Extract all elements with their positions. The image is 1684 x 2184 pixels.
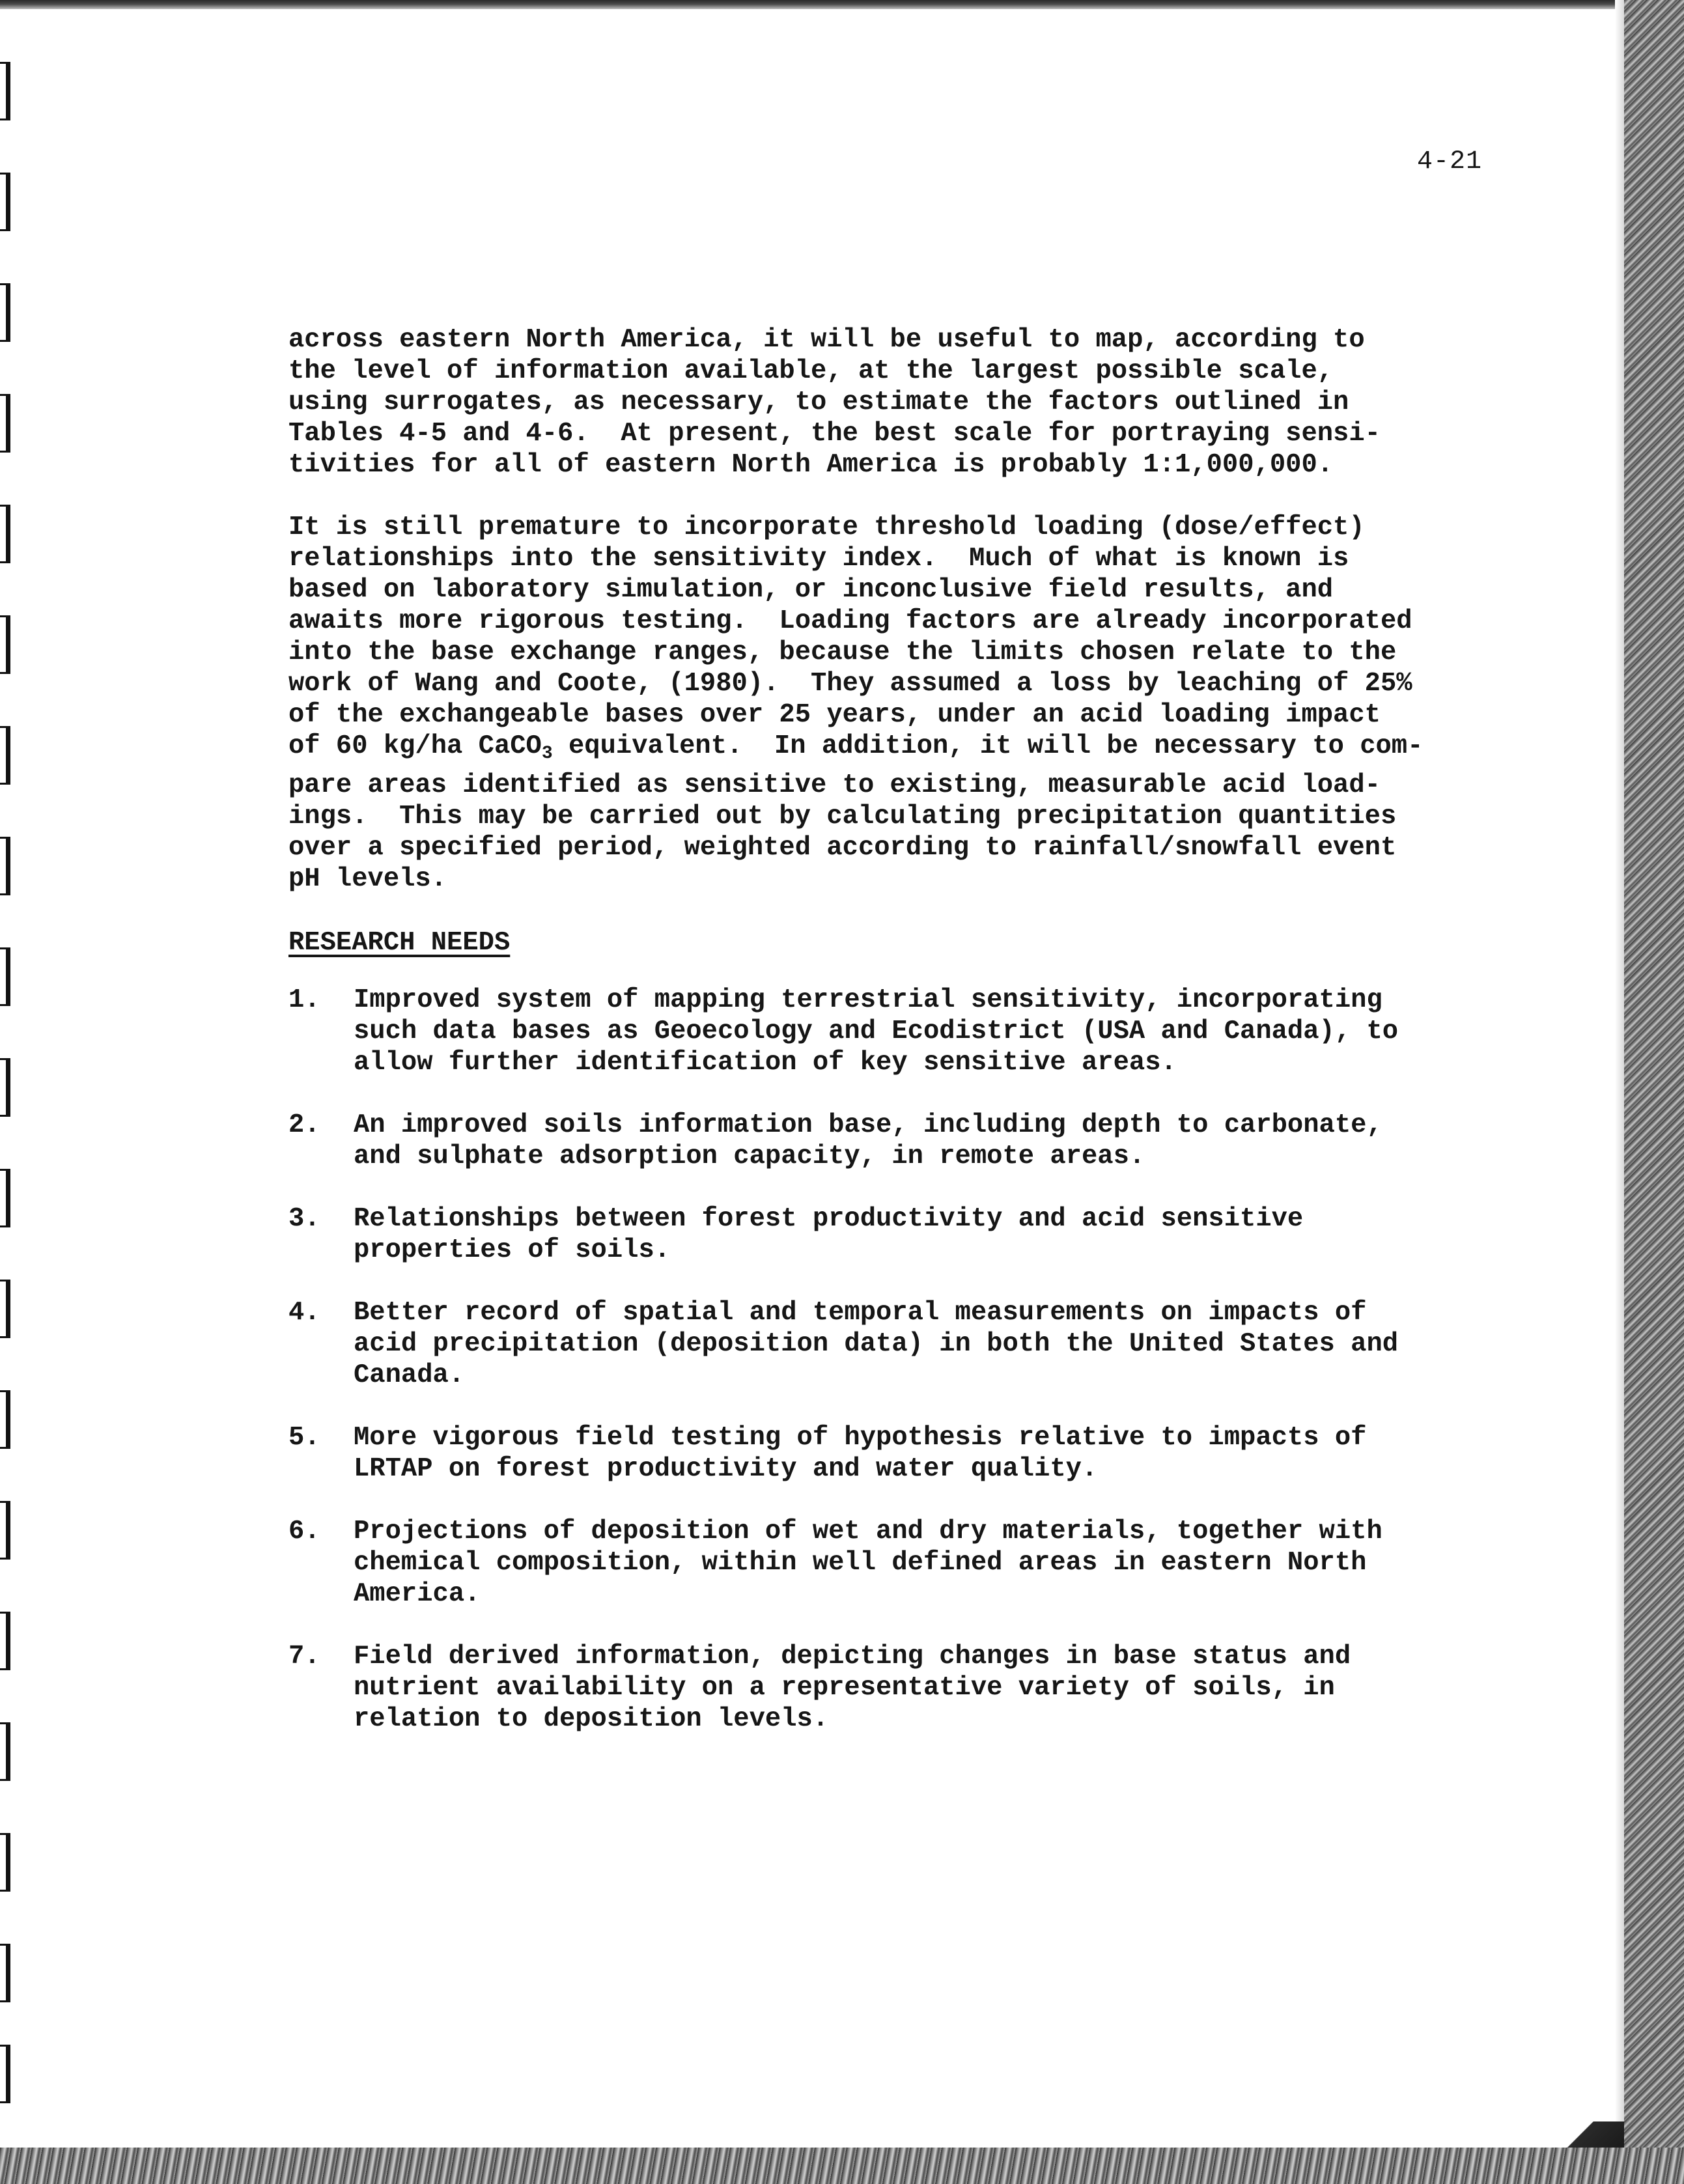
text-line: Projections of deposition of wet and dry materials, together with — [354, 1517, 1382, 1547]
item-text — [354, 1203, 1303, 1266]
item-text — [354, 1110, 1382, 1172]
binder-bracket — [0, 2045, 10, 2103]
item-number: 1. — [288, 985, 320, 1015]
scan-bottom-edge — [0, 2148, 1684, 2184]
item-number: 5. — [288, 1423, 320, 1453]
list-item — [288, 985, 1435, 1078]
subscript-3: 3 — [541, 744, 553, 764]
page-number: 4-21 — [1417, 147, 1483, 176]
item-number: 4. — [288, 1298, 320, 1328]
text-line: pare areas identified as sensitive to existing, measurable acid load- — [288, 770, 1381, 800]
text-line: across eastern North America, it will be useful to map, according to — [288, 325, 1365, 355]
binder-bracket — [0, 615, 10, 674]
binder-bracket — [0, 1722, 10, 1781]
item-number: 2. — [288, 1110, 320, 1140]
binder-bracket — [0, 1280, 10, 1338]
paragraph-mapping-scale — [288, 324, 1435, 481]
text-line: Improved system of mapping terrestrial sensitivity, incorporating — [354, 985, 1382, 1015]
text-line: nutrient availability on a representative variety of soils, in — [354, 1673, 1335, 1703]
text-line: It is still premature to incorporate threshold loading (dose/effect) — [288, 512, 1365, 542]
text-line: of the exchangeable bases over 25 years, under an acid loading impact — [288, 700, 1381, 730]
text-line: based on laboratory simulation, or inconclusive field results, and — [288, 575, 1334, 605]
binder-bracket — [0, 1833, 10, 1892]
text-line: of 60 kg/ha CaCO$_3$ equivalent. In addition, it will be necessary to com- — [288, 731, 1424, 764]
scan-top-edge — [0, 0, 1684, 9]
binder-bracket — [0, 1169, 10, 1227]
binder-bracket — [0, 1501, 10, 1560]
binder-bracket — [0, 62, 10, 120]
item-number: 6. — [288, 1517, 320, 1547]
text-line: LRTAP on forest productivity and water quality. — [354, 1454, 1098, 1484]
binder-bracket — [0, 1612, 10, 1670]
list-item — [288, 1110, 1435, 1172]
binder-bracket — [0, 1058, 10, 1117]
binder-bracket — [0, 505, 10, 563]
text-line: into the base exchange ranges, because the limits chosen relate to the — [288, 637, 1397, 667]
text-line: An improved soils information base, including depth to carbonate, — [354, 1110, 1382, 1140]
text-line: Field derived information, depicting changes in base status and — [354, 1642, 1351, 1672]
binder-bracket — [0, 1390, 10, 1449]
scan-right-edge — [1624, 0, 1684, 2184]
item-text — [354, 1516, 1382, 1610]
list-item — [288, 1422, 1435, 1485]
list-item — [288, 1641, 1435, 1735]
text-line: allow further identification of key sensitive areas. — [354, 1048, 1177, 1078]
binder-bracket — [0, 283, 10, 342]
text-line: ings. This may be carried out by calculating precipitation quantities — [288, 802, 1397, 832]
text-line: pH levels. — [288, 864, 447, 894]
paragraph-threshold-loading — [288, 512, 1435, 895]
text-line: More vigorous field testing of hypothesis relative to impacts of — [354, 1423, 1367, 1453]
binder-bracket — [0, 726, 10, 785]
research-needs-list — [288, 985, 1435, 1735]
text-line: Tables 4-5 and 4-6. At present, the best scale for portraying sensi- — [288, 419, 1381, 449]
text-line: such data bases as Geoecology and Ecodistrict (USA and Canada), to — [354, 1016, 1399, 1046]
text-line: relationships into the sensitivity index. Much of what is known is — [288, 544, 1349, 574]
text-line: Canada. — [354, 1360, 465, 1390]
text-line: Relationships between forest productivity and acid sensitive — [354, 1204, 1304, 1234]
binder-bracket — [0, 837, 10, 895]
text-line: tivities for all of eastern North America is probably 1:1,000,000. — [288, 450, 1334, 480]
item-text — [354, 985, 1398, 1078]
document-body — [288, 324, 1435, 1766]
item-text — [354, 1422, 1366, 1485]
text-line: acid precipitation (deposition data) in both the United States and — [354, 1329, 1399, 1359]
text-line: relation to deposition levels. — [354, 1704, 829, 1734]
list-item — [288, 1297, 1435, 1391]
text-line: using surrogates, as necessary, to estimate the factors outlined in — [288, 387, 1349, 417]
text-line: America. — [354, 1579, 481, 1609]
text-line: over a specified period, weighted according to rainfall/snowfall event — [288, 833, 1397, 863]
binder-bracket — [0, 1944, 10, 2002]
text-line: work of Wang and Coote, (1980). They assumed a loss by leaching of 25% — [288, 669, 1412, 699]
item-number: 3. — [288, 1204, 320, 1234]
text-line: properties of soils. — [354, 1235, 671, 1265]
item-text — [354, 1297, 1398, 1391]
list-item — [288, 1203, 1435, 1266]
text-line: the level of information available, at the largest possible scale, — [288, 356, 1334, 386]
item-number: 7. — [288, 1642, 320, 1672]
text-line: Better record of spatial and temporal measurements on impacts of — [354, 1298, 1367, 1328]
text-line: and sulphate adsorption capacity, in remote areas. — [354, 1141, 1145, 1171]
scan-page-corner — [1546, 2121, 1624, 2148]
binder-bracket — [0, 394, 10, 453]
text-line: awaits more rigorous testing. Loading factors are already incorporated — [288, 606, 1412, 636]
section-heading-research-needs: RESEARCH NEEDS — [288, 928, 511, 958]
item-text — [354, 1641, 1351, 1735]
binder-bracket — [0, 173, 10, 231]
list-item — [288, 1516, 1435, 1610]
text-line: chemical composition, within well defined areas in eastern North — [354, 1548, 1367, 1578]
binder-bracket — [0, 947, 10, 1006]
scan-right-shadow — [1615, 0, 1624, 2184]
